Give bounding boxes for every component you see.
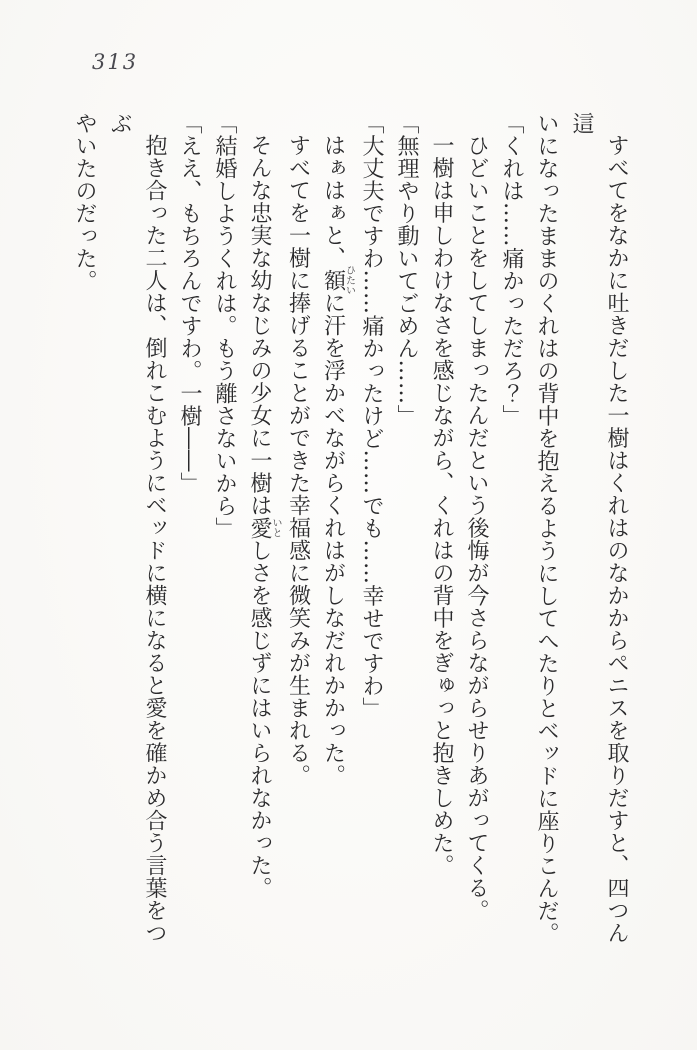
text-line [494, 112, 529, 956]
text-run: すべてを一樹に捧げることができた幸福感に微笑みが生まれる。 [285, 134, 311, 787]
text-run: 「ええ、もちろんですわ。一樹――」 [177, 112, 202, 495]
furigana-term: 額ひたい [320, 265, 355, 296]
text-line [67, 112, 102, 956]
text-run: 「くれは……痛かっただろ？」 [499, 112, 524, 427]
text-run: に汗を浮かべながらくれはがしなだれかかった。 [320, 291, 346, 787]
text-line [281, 112, 316, 956]
text-line [529, 112, 564, 956]
text-run: いになったままのくれはの背中を抱えるようにしてへたりとベッドに座りこんだ。 [534, 112, 559, 945]
text-line [102, 112, 172, 956]
text-run: しさを感じずにはいられなかった。 [247, 539, 272, 899]
text-line [564, 112, 634, 956]
furigana-term: 愛いと [247, 516, 281, 539]
text-run: 「大丈夫ですわ……痛かったけど……でも……幸せですわ」 [359, 112, 384, 720]
text-run: 「無理やり動いてごめん……」 [394, 112, 419, 427]
text-line [207, 112, 242, 956]
text-line [424, 112, 459, 956]
text-run: ひどいことをしてしまったんだという後悔が今さらながらせりあがってくる。 [464, 134, 489, 922]
text-line [459, 112, 494, 956]
text-run: やいたのだった。 [72, 112, 97, 292]
text-run: すべてをなかに吐きだした一樹はくれはのなかからペニスを取りだすと、四つん這 [569, 112, 629, 944]
text-line [316, 112, 355, 956]
text-run: そんな忠実な幼なじみの少女に一樹は [247, 134, 272, 517]
text-line [389, 112, 424, 956]
page-text [72, 112, 634, 956]
text-line [354, 112, 389, 956]
text-run: 一樹は申しわけなさを感じながら、くれはの背中をぎゅっと抱きしめた。 [429, 134, 454, 877]
text-line [242, 112, 281, 956]
text-run: はぁはぁと、 [320, 134, 346, 269]
furigana-reading: いと [270, 516, 281, 539]
text-run: 抱き合った二人は、倒れこむようにベッドに横になると愛を確かめ合う言葉をつぶ [107, 112, 167, 944]
text-run: 「結婚しようくれは。もう離さないから」 [212, 112, 237, 540]
text-line [172, 112, 207, 956]
page-number: 313 [92, 50, 139, 74]
furigana-reading: ひたい [343, 265, 355, 296]
